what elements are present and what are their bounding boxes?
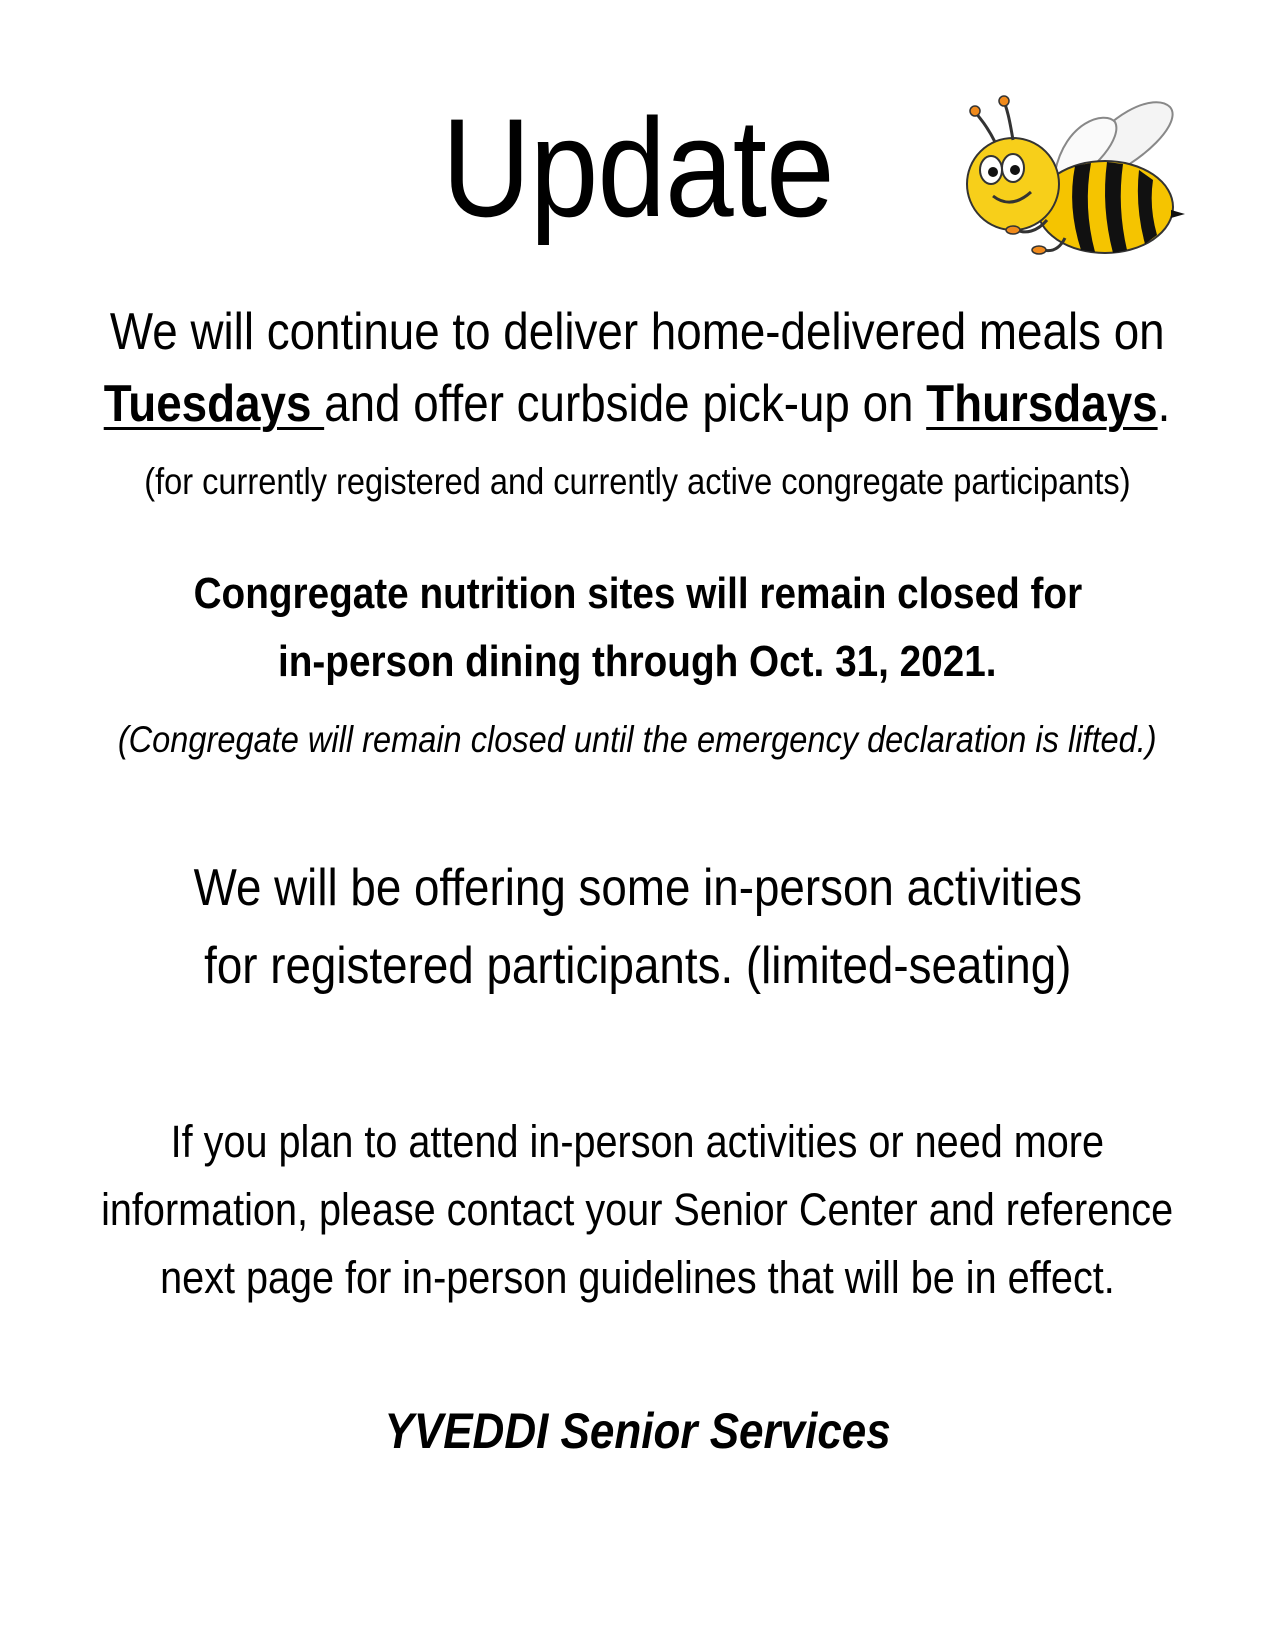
meals-period-text: . (1158, 375, 1171, 433)
congregate-line-2 (0, 634, 1275, 690)
contact-line-3-text: next page for in-person guidelines that will be in effect. (160, 1252, 1115, 1303)
congregate-note-text: (Congregate will remain closed until the emergency declaration is lifted.) (118, 719, 1157, 760)
meals-line-1 (0, 300, 1275, 364)
tuesdays-text: Tuesdays (104, 375, 325, 433)
meals-middle-text: and offer curbside pick-up on (324, 375, 927, 433)
congregate-line-1-text: Congregate nutrition sites will remain closed for (193, 569, 1082, 618)
activities-line-2 (0, 934, 1275, 998)
thursdays-text: Thursdays (926, 375, 1159, 433)
contact-line-1 (0, 1114, 1275, 1170)
bee-icon (955, 92, 1185, 262)
congregate-line-1 (0, 566, 1275, 622)
contact-line-2-text: information, please contact your Senior Center and reference (101, 1184, 1174, 1235)
signature-text: YVEDDI Senior Services (384, 1403, 891, 1459)
contact-line-2 (0, 1182, 1275, 1238)
meals-line-1-text: We will continue to deliver home-delivered meals on (110, 303, 1165, 361)
activities-line-2-text: for registered participants. (limited-seating) (203, 937, 1072, 995)
activities-line-1-text: We will be offering some in-person activities (193, 859, 1082, 917)
congregate-line-2-text: in-person dining through Oct. 31, 2021. (278, 637, 997, 686)
meals-line-2-text (104, 372, 1171, 436)
congregate-note (0, 716, 1275, 764)
page-title-text: Update (441, 89, 834, 246)
meals-note-text: (for currently registered and currently active congregate participants) (144, 461, 1131, 502)
meals-note (0, 458, 1275, 506)
signature (0, 1400, 1275, 1462)
contact-line-1-text: If you plan to attend in-person activities or need more (170, 1116, 1105, 1167)
meals-line-2 (0, 372, 1275, 436)
contact-line-3 (0, 1250, 1275, 1306)
activities-line-1 (0, 856, 1275, 920)
